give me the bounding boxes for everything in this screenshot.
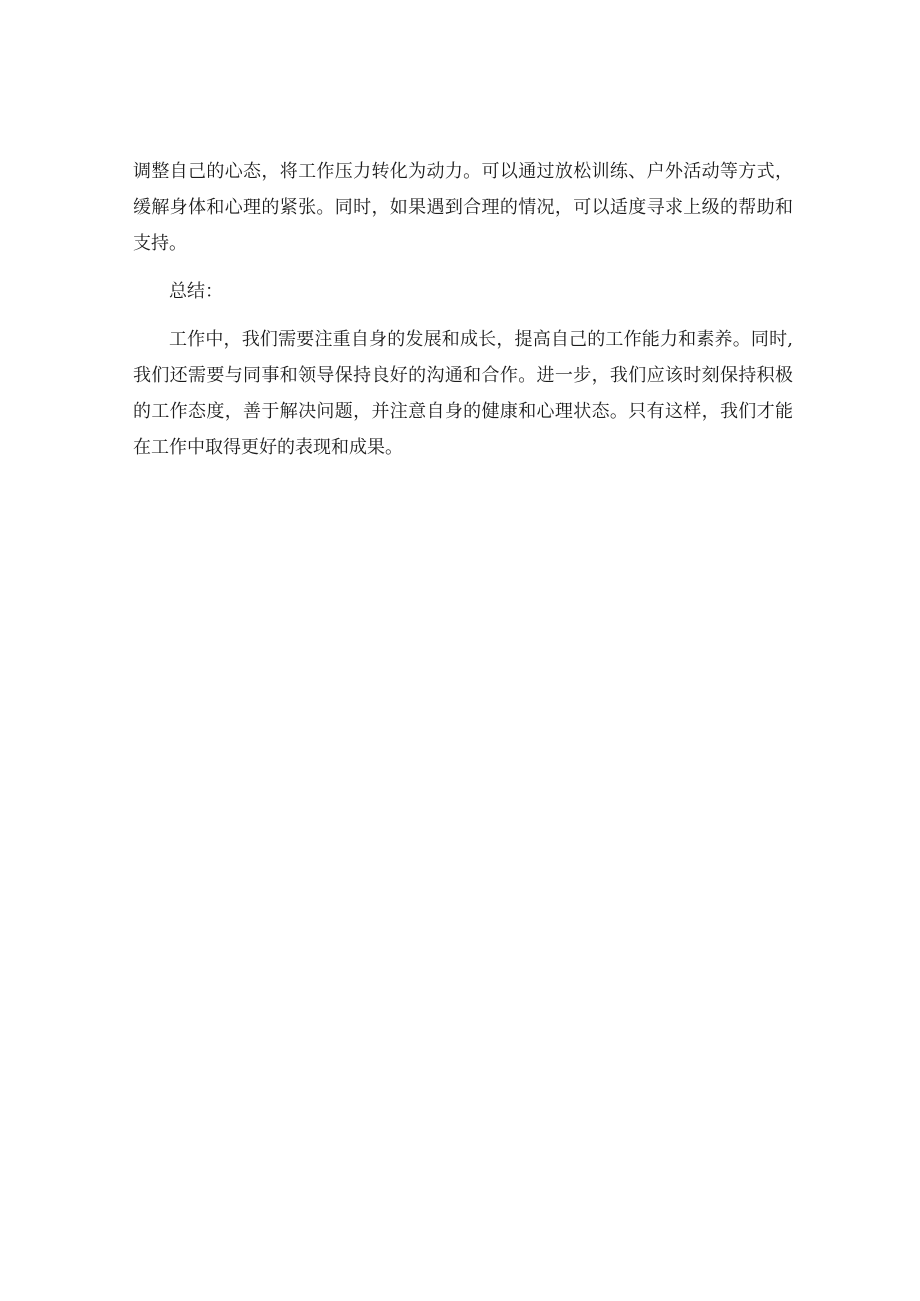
paragraph-summary: 工作中，我们需要注重自身的发展和成长，提高自己的工作能力和素养。同时,我们还需要与同事和领导保持良好的沟通和合作。进一步，我们应该时刻保持积极的工作态度，善于解决问题，并注意自身的健康和心理状态。只有这样，我们才能在工作中取得更好的表现和成果。 xyxy=(133,329,793,458)
section-heading-summary: 总结： xyxy=(169,281,223,302)
paragraph-stress-management: 调整自己的心态，将工作压力转化为动力。可以通过放松训练、户外活动等方式，缓解身体和心理的紧张。同时，如果遇到合理的情况，可以适度寻求上级的帮助和支持。 xyxy=(133,161,793,254)
document-body xyxy=(133,154,793,478)
